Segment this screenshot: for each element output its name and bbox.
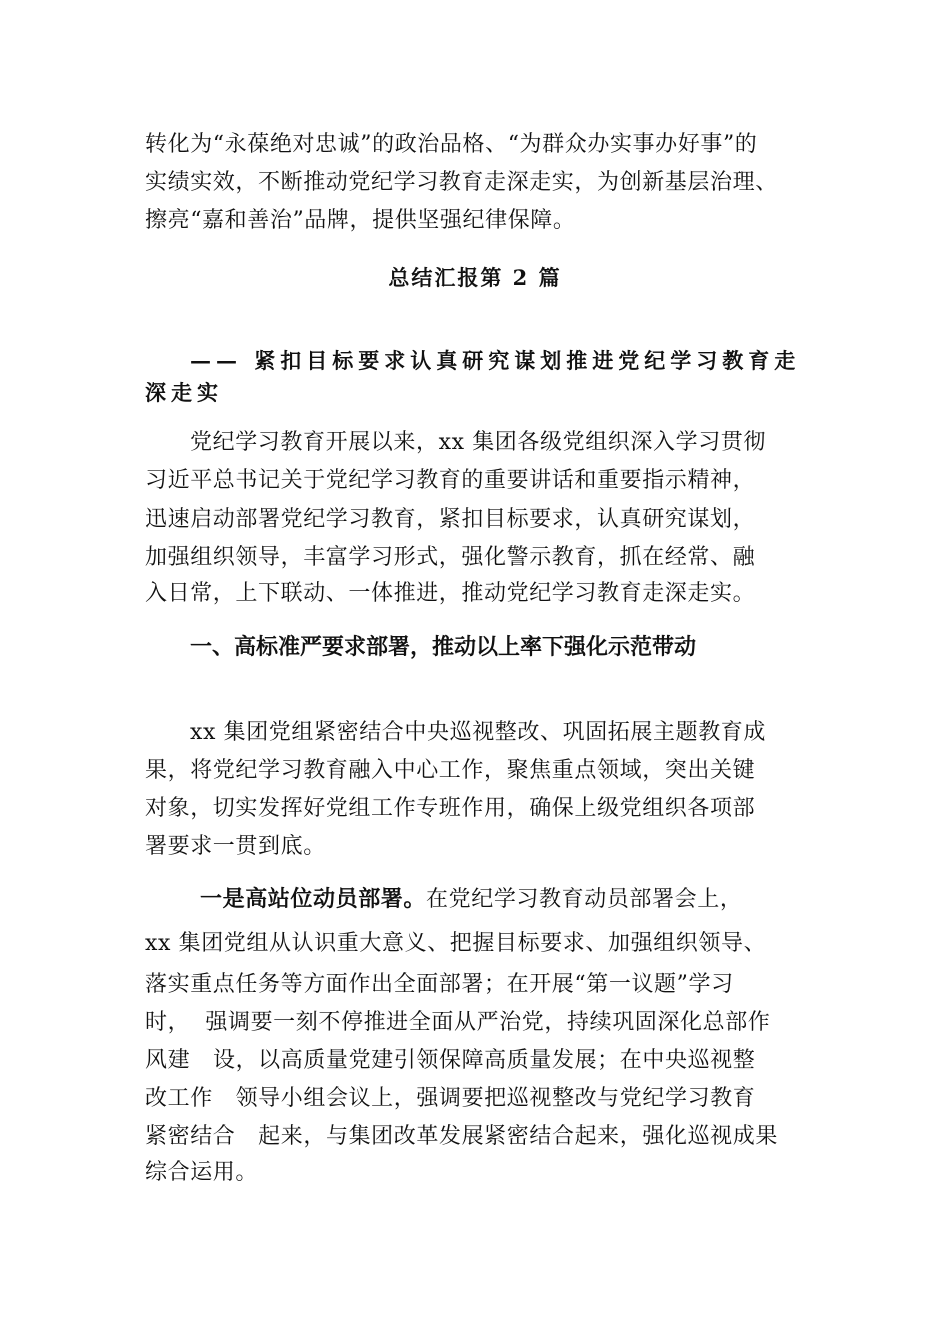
intro-line: 擦亮“嘉和善治”品牌，提供坚强纪律保障。 bbox=[145, 208, 576, 233]
intro-line: 转化为“永葆绝对忠诚”的政治品格、“为群众办实事办好事”的 bbox=[145, 132, 758, 157]
paragraph-line: 改工作 领导小组会议上，强调要把巡视整改与党纪学习教育 bbox=[145, 1086, 756, 1111]
paragraph-line: 入日常，上下联动、一体推进，推动党纪学习教育走深走实。 bbox=[145, 581, 756, 606]
lead-rest: 在党纪学习教育动员部署会上， bbox=[426, 887, 743, 912]
subtitle-line-1: —— 紧扣目标要求认真研究谋划推进党纪学习教育走 bbox=[190, 348, 801, 373]
paragraph-line: 时， 强调要一刻不停推进全面从严治党，持续巩固深化总部作 bbox=[145, 1010, 771, 1035]
paragraph-line: 落实重点任务等方面作出全面部署；在开展“第一议题”学习 bbox=[145, 972, 734, 997]
paragraph-line: 迅速启动部署党纪学习教育，紧扣目标要求，认真研究谋划， bbox=[145, 507, 756, 532]
section-title: 总结汇报第 2 篇 bbox=[388, 265, 562, 290]
bold-lead: 一是高站位动员部署。 bbox=[200, 886, 427, 912]
intro-line: 实绩实效，不断推动党纪学习教育走深走实，为创新基层治理、 bbox=[145, 170, 778, 195]
subtitle-line-2: 深走实 bbox=[145, 380, 223, 405]
paragraph-line: 果，将党纪学习教育融入中心工作，聚焦重点领域，突出关键 bbox=[145, 758, 756, 783]
paragraph-line: 署要求一贯到底。 bbox=[145, 834, 326, 859]
paragraph-line: 加强组织领导，丰富学习形式，强化警示教育，抓在经常、融 bbox=[145, 545, 756, 570]
section-heading: 一、高标准严要求部署，推动以上率下强化示范带动 bbox=[190, 635, 697, 660]
paragraph-line: 风建 设，以高质量党建引领保障高质量发展；在中央巡视整 bbox=[145, 1048, 756, 1073]
paragraph-line: 对象，切实发挥好党组工作专班作用，确保上级党组织各项部 bbox=[145, 796, 756, 821]
paragraph-line: xx 集团党组从认识重大意义、把握目标要求、加强组织领导、 bbox=[145, 931, 767, 956]
paragraph-line: 党纪学习教育开展以来，xx 集团各级党组织深入学习贯彻 bbox=[190, 430, 767, 455]
paragraph-line: xx 集团党组紧密结合中央巡视整改、巩固拓展主题教育成 bbox=[190, 720, 767, 745]
paragraph-line: 综合运用。 bbox=[145, 1160, 259, 1185]
paragraph-line bbox=[200, 884, 742, 915]
paragraph-line: 紧密结合 起来，与集团改革发展紧密结合起来，强化巡视成果 bbox=[145, 1124, 778, 1149]
paragraph-line: 习近平总书记关于党纪学习教育的重要讲话和重要指示精神， bbox=[145, 468, 756, 493]
